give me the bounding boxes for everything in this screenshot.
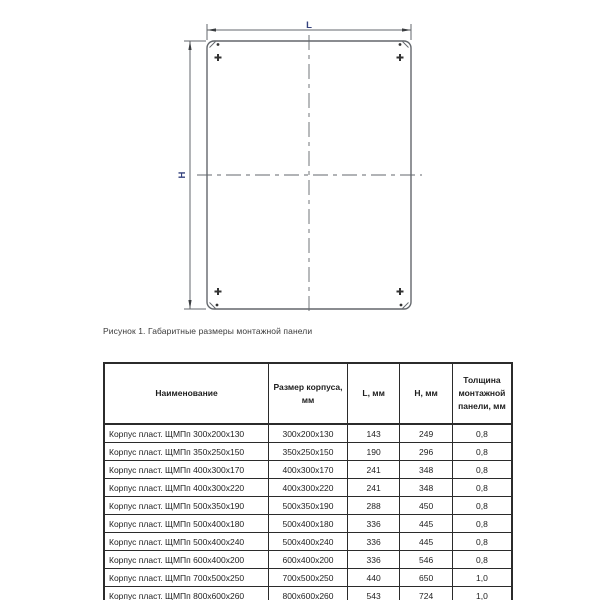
cell-size: 400х300х170 [269,461,348,479]
dimension-arrow-left [207,28,216,31]
table-row [104,443,512,461]
cell-thickness: 0,8 [452,479,512,497]
corner-dot-top-left [217,43,220,46]
cell-thickness: 0,8 [452,461,512,479]
corner-dot-bottom-right [400,304,403,307]
cell-name: Корпус пласт. ЩМПп 500х400х240 [104,533,269,551]
table-row [104,515,512,533]
cell-thickness: 1,0 [452,587,512,600]
cell-name: Корпус пласт. ЩМПп 700х500х250 [104,569,269,587]
cell-l: 440 [347,569,400,587]
cell-thickness: 0,8 [452,497,512,515]
cell-thickness: 0,8 [452,515,512,533]
cell-name: Корпус пласт. ЩМПп 500х350х190 [104,497,269,515]
cell-l: 143 [347,424,400,443]
cell-name: Корпус пласт. ЩМПп 600х400х200 [104,551,269,569]
panel-dimensions-table [103,362,513,600]
mounting-hole-bottom-left [215,288,222,295]
cell-name: Корпус пласт. ЩМПп 400х300х220 [104,479,269,497]
cell-thickness: 0,8 [452,551,512,569]
cell-name: Корпус пласт. ЩМПп 500х400х180 [104,515,269,533]
cell-name: Корпус пласт. ЩМПп 400х300х170 [104,461,269,479]
dimension-arrow-right [402,28,411,31]
cell-h: 445 [400,533,453,551]
cell-l: 241 [347,479,400,497]
dimension-arrow-top [188,41,191,50]
table-row [104,497,512,515]
mounting-hole-top-left [215,54,222,61]
cell-thickness: 0,8 [452,443,512,461]
cell-h: 445 [400,515,453,533]
cell-l: 543 [347,587,400,600]
column-header-thickness: Толщина монтажной панели, мм [452,363,512,424]
cell-name: Корпус пласт. ЩМПп 800х600х260 [104,587,269,600]
cell-size: 500х400х240 [269,533,348,551]
cell-thickness: 0,8 [452,424,512,443]
cell-l: 336 [347,551,400,569]
cell-name: Корпус пласт. ЩМПп 300х200х130 [104,424,269,443]
dimension-arrow-bottom [188,300,191,309]
cell-size: 400х300х220 [269,479,348,497]
mounting-hole-top-right [397,54,404,61]
cell-l: 241 [347,461,400,479]
cell-size: 350х250х150 [269,443,348,461]
table-row [104,424,512,443]
table-header-row [104,363,512,424]
cell-h: 546 [400,551,453,569]
column-header-name: Наименование [104,363,269,424]
figure-caption: Рисунок 1. Габаритные размеры монтажной панели [103,326,313,336]
cell-l: 336 [347,533,400,551]
corner-dot-bottom-left [216,304,219,307]
cell-l: 288 [347,497,400,515]
dimension-label-h: H [177,171,188,179]
cell-l: 190 [347,443,400,461]
cell-thickness: 1,0 [452,569,512,587]
cell-size: 600х400х200 [269,551,348,569]
column-header-l: L, мм [347,363,400,424]
corner-dot-top-right [399,43,402,46]
cell-thickness: 0,8 [452,533,512,551]
cell-size: 500х350х190 [269,497,348,515]
cell-size: 800х600х260 [269,587,348,600]
cell-name: Корпус пласт. ЩМПп 350х250х150 [104,443,269,461]
table-row [104,569,512,587]
cell-size: 700х500х250 [269,569,348,587]
cell-h: 348 [400,479,453,497]
table-row [104,461,512,479]
table-row [104,533,512,551]
column-header-size: Размер корпуса, мм [269,363,348,424]
cell-size: 300х200х130 [269,424,348,443]
cell-l: 336 [347,515,400,533]
cell-size: 500х400х180 [269,515,348,533]
cell-h: 249 [400,424,453,443]
table-row [104,551,512,569]
table-row [104,587,512,600]
table-row [104,479,512,497]
cell-h: 348 [400,461,453,479]
cell-h: 450 [400,497,453,515]
cell-h: 724 [400,587,453,600]
dimension-label-l: L [306,20,312,31]
cell-h: 650 [400,569,453,587]
cell-h: 296 [400,443,453,461]
column-header-h: Н, мм [400,363,453,424]
mounting-hole-bottom-right [397,288,404,295]
